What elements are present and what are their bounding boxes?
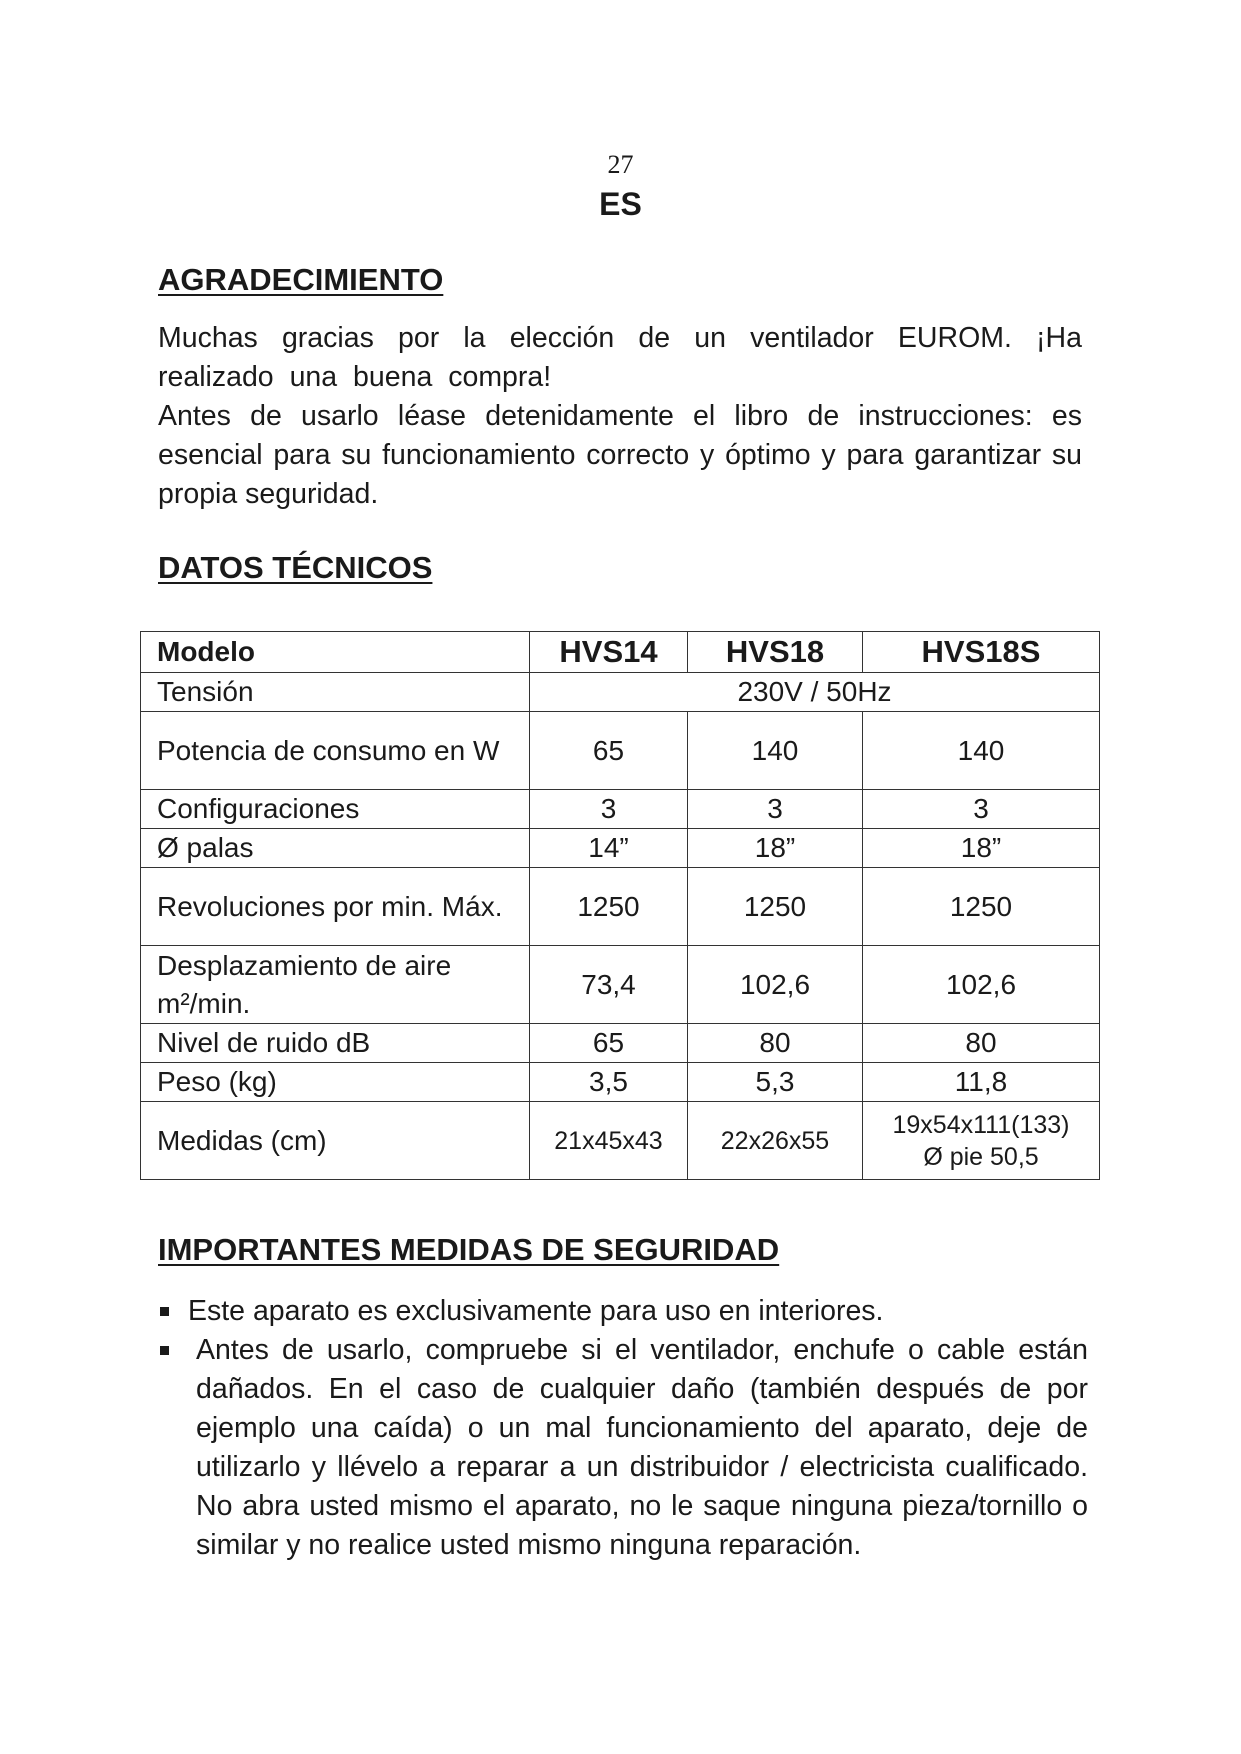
- table-cell: [863, 1102, 1100, 1180]
- table-cell: 102,6: [688, 946, 863, 1024]
- settings-label: Configuraciones: [141, 790, 530, 829]
- table-header-row: [141, 632, 1100, 673]
- model-hvs18: HVS18: [688, 632, 863, 673]
- table-cell: 3: [688, 790, 863, 829]
- page-number: 27: [607, 150, 634, 179]
- safety-list: [158, 1292, 1088, 1565]
- table-row: [141, 673, 1100, 712]
- acknowledgement-paragraph-2: Antes de usarlo léase detenidamente el libro de instrucciones: es esencial para su funcionamiento correcto y óptimo y para garantizar su propia seguridad.: [158, 400, 1082, 510]
- noise-level-label: Nivel de ruido dB: [141, 1024, 530, 1063]
- square-bullet-icon: [160, 1346, 169, 1355]
- table-cell: 18”: [863, 829, 1100, 868]
- table-cell: 73,4: [530, 946, 688, 1024]
- table-cell: 65: [530, 1024, 688, 1063]
- voltage-label: Tensión: [141, 673, 530, 712]
- table-cell: 1250: [688, 868, 863, 946]
- dimensions-label: Medidas (cm): [141, 1102, 530, 1180]
- table-cell: 11,8: [863, 1063, 1100, 1102]
- table-cell: 3,5: [530, 1063, 688, 1102]
- model-label: Modelo: [141, 632, 530, 673]
- air-displacement-label: Desplazamiento de aire m²/min.: [141, 946, 530, 1024]
- table-cell: 1250: [530, 868, 688, 946]
- table-cell: 80: [863, 1024, 1100, 1063]
- table-row: [141, 712, 1100, 790]
- voltage-value: 230V / 50Hz: [530, 673, 1100, 712]
- weight-label: Peso (kg): [141, 1063, 530, 1102]
- table-cell: 14”: [530, 829, 688, 868]
- technical-data-heading: DATOS TÉCNICOS: [158, 550, 433, 585]
- table-cell: 21x45x43: [530, 1102, 688, 1180]
- model-hvs18s: HVS18S: [863, 632, 1100, 673]
- safety-item-text: Antes de usarlo, compruebe si el ventilador, enchufe o cable están dañados. En el caso de cualquier daño (también después de por ejemplo una caída) o un mal funcionamiento del aparato, deje de utilizarlo y llévelo a reparar a un distribuidor / electricista cualificado. No abra usted mismo el aparato, no le saque ninguna pieza/tornillo o similar y no realice usted mismo ninguna reparación.: [196, 1334, 1088, 1561]
- blade-diameter-label: Ø palas: [141, 829, 530, 868]
- list-item: [158, 1331, 1088, 1565]
- table-cell: 22x26x55: [688, 1102, 863, 1180]
- safety-item-text: Este aparato es exclusivamente para uso en interiores.: [188, 1295, 884, 1327]
- table-row: [141, 868, 1100, 946]
- table-row: [141, 1063, 1100, 1102]
- power-label: Potencia de consumo en W: [141, 712, 530, 790]
- dimensions-hvs18s-line1: 19x54x111(133): [892, 1110, 1070, 1139]
- dimensions-hvs18s-line2: Ø pie 50,5: [923, 1142, 1039, 1171]
- technical-data-table: [140, 631, 1100, 1180]
- rpm-label: Revoluciones por min. Máx.: [141, 868, 530, 946]
- table-cell: 18”: [688, 829, 863, 868]
- acknowledgement-heading: AGRADECIMIENTO: [158, 262, 444, 297]
- table-cell: 140: [863, 712, 1100, 790]
- table-cell: 102,6: [863, 946, 1100, 1024]
- acknowledgement-text: [158, 319, 1082, 514]
- acknowledgement-paragraph-1: Muchas gracias por la elección de un ventilador EUROM. ¡Ha realizado una buena compra!: [158, 322, 1082, 393]
- table-cell: 80: [688, 1024, 863, 1063]
- table-cell: 140: [688, 712, 863, 790]
- list-item: [158, 1292, 1088, 1331]
- table-cell: 65: [530, 712, 688, 790]
- language-code: ES: [599, 186, 642, 222]
- table-row: [141, 1102, 1100, 1180]
- table-cell: 5,3: [688, 1063, 863, 1102]
- table-row: [141, 946, 1100, 1024]
- safety-heading: IMPORTANTES MEDIDAS DE SEGURIDAD: [158, 1232, 780, 1267]
- table-row: [141, 790, 1100, 829]
- table-row: [141, 829, 1100, 868]
- table-row: [141, 1024, 1100, 1063]
- table-cell: 1250: [863, 868, 1100, 946]
- square-bullet-icon: [160, 1307, 169, 1316]
- table-cell: 3: [530, 790, 688, 829]
- model-hvs14: HVS14: [530, 632, 688, 673]
- table-cell: 3: [863, 790, 1100, 829]
